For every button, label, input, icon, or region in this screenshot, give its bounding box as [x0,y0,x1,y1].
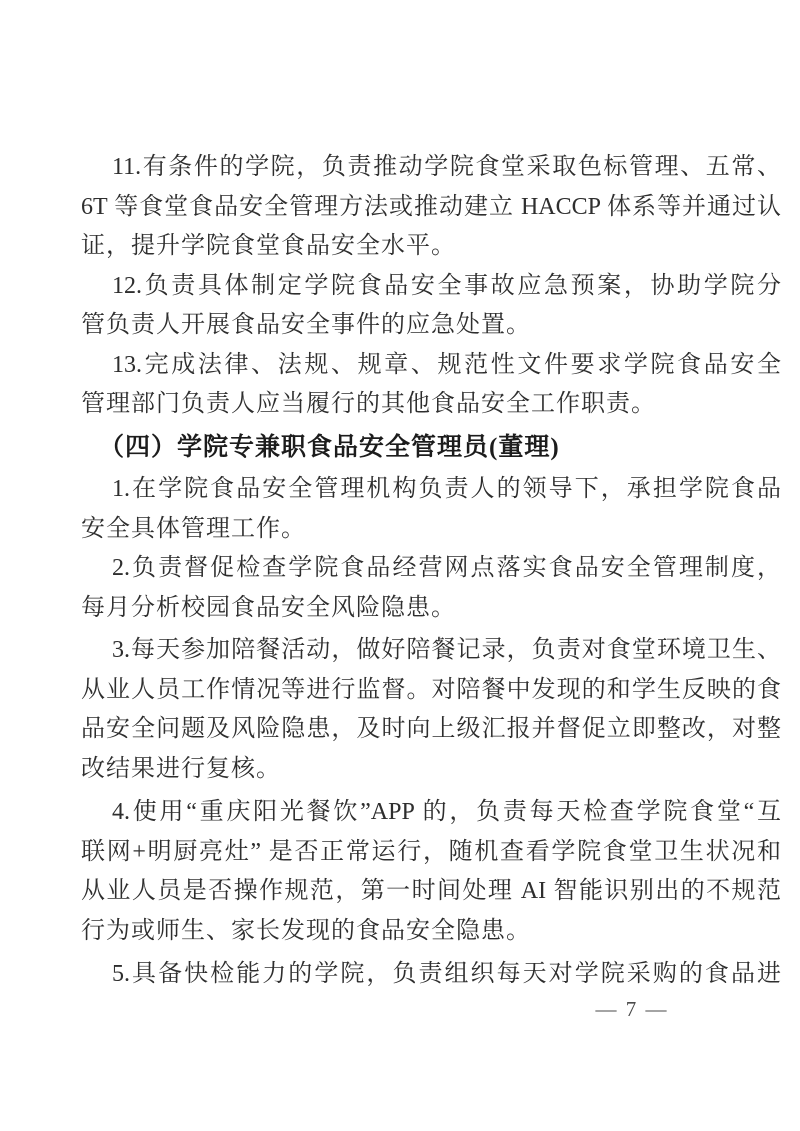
text-line: 从业人员是否操作规范，第一时间处理 AI 智能识别出的不规范 [81,878,781,904]
page-number: — 7 — [595,997,669,1021]
text-line: 改结果进行复核。 [81,755,281,782]
text-line: 每月分析校园食品安全风险隐患。 [81,594,456,621]
text-line: 3.每天参加陪餐活动，做好陪餐记录，负责对食堂环境卫生、 [112,637,781,663]
text-line: 4.使用“重庆阳光餐饮”APP 的，负责每天检查学院食堂“互 [112,799,781,825]
text-line: 1.在学院食品安全管理机构负责人的领导下，承担学院食品 [112,476,781,502]
text-line: 11.有条件的学院，负责推动学院食堂采取色标管理、五常、 [112,154,781,180]
text-line: 管理部门负责人应当履行的其他食品安全工作职责。 [81,391,656,417]
document-body [81,148,781,995]
text-line: 行为或师生、家长发现的食品安全隐患。 [81,917,531,944]
text-line: 管负责人开展食品安全事件的应急处置。 [81,312,531,338]
text-line: 13.完成法律、法规、规章、规范性文件要求学院食品安全 [112,351,781,378]
text-line: 5.具备快检能力的学院，负责组织每天对学院采购的食品进 [112,961,781,987]
text-line: 品安全问题及风险隐患，及时向上级汇报并督促立即整改，对整 [81,716,781,742]
text-line: 证，提升学院食堂食品安全水平。 [81,233,456,259]
section-heading: （四）学院专兼职食品安全管理员(董理) [99,433,560,461]
text-line: 联网+明厨亮灶” 是否正常运行，随机查看学院食堂卫生状况和 [81,838,781,865]
text-line: 6T 等食堂食品安全管理方法或推动建立 HACCP 体系等并通过认 [81,193,781,220]
text-line: 从业人员工作情况等进行监督。对陪餐中发现的和学生反映的食 [81,676,781,703]
text-line: 12.负责具体制定学院食品安全事故应急预案，协助学院分 [112,272,781,299]
text-line: 2.负责督促检查学院食品经营网点落实食品安全管理制度， [112,555,781,581]
text-line: 安全具体管理工作。 [81,515,306,542]
